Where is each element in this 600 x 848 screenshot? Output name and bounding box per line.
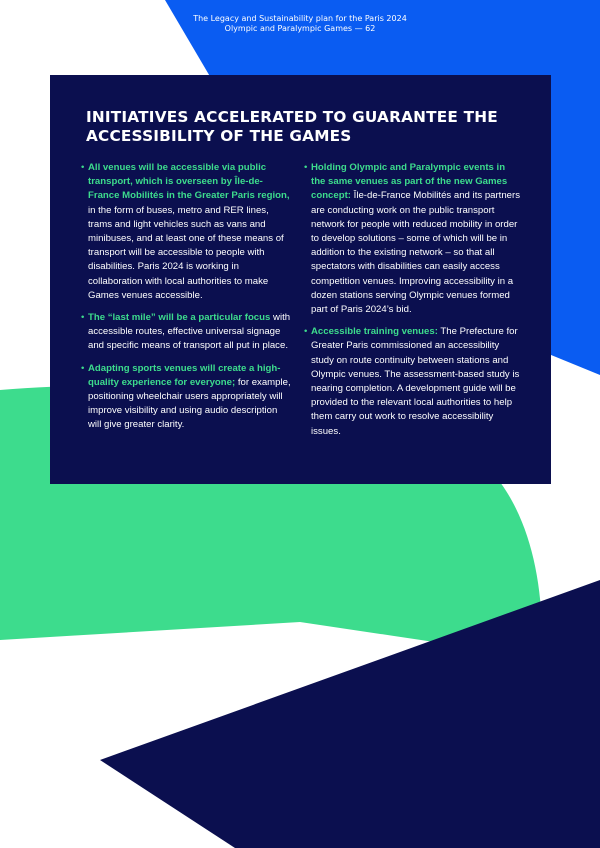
bullet-icon: • [304, 162, 308, 173]
header-line-2: Olympic and Paralympic Games — 62 [224, 24, 376, 33]
header-line-1: The Legacy and Sustainability plan for the Paris 2024 [193, 14, 407, 23]
bullet-icon: • [81, 162, 85, 173]
bullet-icon: • [304, 326, 308, 338]
panel-title: INITIATIVES ACCELERATED TO GUARANTEE THE ACCESSIBILITY OF THE GAMES [86, 108, 498, 145]
list-item [81, 161, 293, 303]
page-header [170, 14, 430, 34]
bullet-icon: • [81, 312, 85, 324]
accessibility-panel [50, 75, 551, 484]
item-lead: All venues will be accessible via public transport, which is overseen by Île-de-France Mobilités in the Greater Paris region, [88, 162, 290, 202]
list-item [304, 325, 522, 439]
item-lead: Adapting sports venues will create a high-quality experience for everyone; [88, 362, 281, 388]
item-lead: Holding Olympic and Paralympic events in the same venues as part of the new Games concept: [311, 162, 508, 202]
list-item [304, 161, 522, 317]
right-column [304, 161, 522, 447]
list-item [81, 362, 293, 433]
item-body: with accessible routes, effective universal signage and specific means of transport all put in place. [88, 312, 291, 352]
list-item [81, 311, 293, 354]
item-body: for example, positioning wheelchair users appropriately will improve visibility and using audio description will give greater clarity. [88, 376, 291, 431]
bullet-icon: • [81, 362, 85, 374]
item-lead: Accessible training venues: [311, 326, 438, 338]
left-column [81, 161, 293, 441]
item-lead: The “last mile” will be a particular focus [88, 312, 271, 324]
item-body: Île-de-France Mobilités and its partners are conducting work on the public transport network for people with reduced mobility in order to develop solutions – some of which will be in addition to the existing network – so that all spectators with disabilities can easily access competition venues. Improving accessibility in a dozen stations serving Olympic venues formed part of Paris 2024’s bid. [311, 190, 521, 316]
item-body: in the form of buses, metro and RER lines, trams and light vehicles such as vans and minibuses, and at least one of these means of transport will be accessible to people with disabilities. Paris 2024 is working in collaboration with local authorities to make Games venues accessible. [88, 204, 284, 301]
item-body: The Prefecture for Greater Paris commissioned an accessibility study on route continuity between stations and Olympic venues. The assessment-based study is nearing completion. A development guide will be provided to the relevant local authorities to help them carry out work to resolve accessibility issues. [311, 326, 520, 437]
